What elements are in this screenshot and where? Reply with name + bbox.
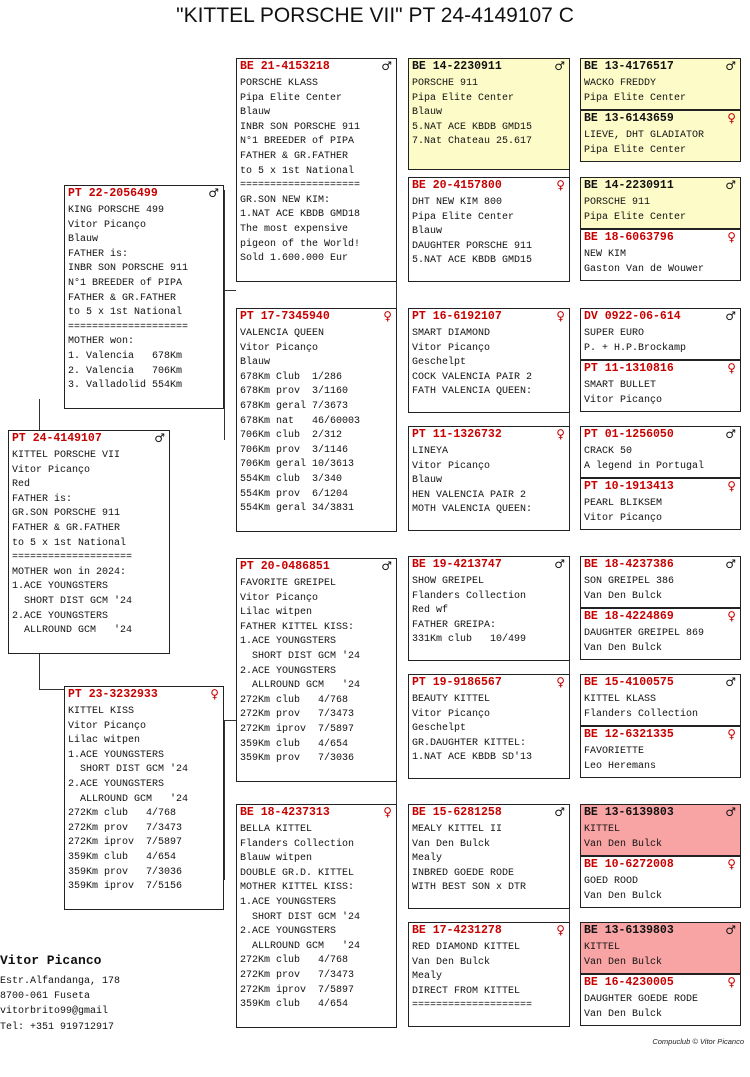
ring-number: PT 22-2056499	[68, 187, 158, 200]
pedigree-line: Geschelpt	[412, 723, 467, 735]
pedigree-line: 272Km club 4/768	[240, 694, 349, 706]
pedigree-line: FATHER & GR.FATHER	[12, 522, 121, 534]
ring-number: BE 17-4231278	[412, 924, 502, 937]
pedigree-line: Van Den Bulck	[584, 642, 663, 654]
pedigree-line: Pipa Elite Center	[584, 144, 687, 156]
pedigree-line: Pipa Elite Center	[240, 92, 343, 104]
pedigree-line: KITTEL KLASS	[584, 694, 657, 705]
pedigree-card-g9	[580, 556, 741, 608]
owner-address-street: Estr.Alfandanga, 178	[0, 976, 121, 987]
female-symbol-icon: ♀	[727, 609, 736, 623]
pedigree-line: 706Km geral 10/3613	[240, 459, 355, 471]
pedigree-line: MEALY KITTEL II	[412, 824, 503, 835]
pedigree-line: Blauw	[240, 357, 271, 369]
pedigree-card-g3	[580, 177, 741, 229]
pedigree-card-dss	[408, 556, 570, 661]
female-symbol-icon: ♀	[556, 178, 565, 192]
pedigree-card-sdd	[408, 426, 570, 531]
pedigree-line: ====================	[68, 321, 189, 333]
female-symbol-icon: ♀	[556, 923, 565, 937]
pedigree-card-g6	[580, 360, 741, 412]
pedigree-line: 678Km nat 46/60003	[240, 415, 361, 427]
pedigree-line: ALLROUND GCM '24	[240, 680, 361, 692]
pedigree-line: 272Km iprov 7/5897	[240, 723, 355, 735]
pedigree-line: GR.SON NEW KIM:	[240, 194, 331, 206]
pedigree-line: WACKO FREDDY	[584, 78, 657, 89]
pedigree-line: DOUBLE GR.D. KITTEL	[240, 867, 355, 879]
pedigree-line: to 5 x 1st National	[12, 537, 127, 549]
male-symbol-icon: ♂	[554, 59, 565, 73]
ring-number: PT 11-1310816	[584, 362, 674, 375]
ring-number: BE 15-4100575	[584, 676, 674, 689]
male-symbol-icon: ♂	[725, 805, 736, 819]
footer-credit: Compuclub © Vitor Picanco	[652, 1037, 744, 1046]
pedigree-line: 554Km prov 6/1204	[240, 488, 349, 500]
pedigree-line: SUPER EURO	[584, 328, 645, 339]
pedigree-line: NEW KIM	[584, 249, 627, 260]
ring-number: PT 10-1913413	[584, 480, 674, 493]
pedigree-card-g8	[580, 478, 741, 530]
pedigree-line: 1.NAT ACE KBDB GMD18	[240, 209, 361, 221]
male-symbol-icon: ♂	[208, 186, 219, 200]
pedigree-line: ====================	[412, 1000, 533, 1012]
page-title: "KITTEL PORSCHE VII" PT 24-4149107 C	[176, 4, 574, 27]
pedigree-line: INBR SON PORSCHE 911	[240, 121, 361, 133]
connector-line	[224, 190, 225, 440]
pedigree-line: Van Den Bulck	[584, 838, 663, 850]
owner-email: vitorbrito99@gmail	[0, 1006, 109, 1018]
pedigree-line: 272Km iprov 7/5897	[240, 984, 355, 996]
male-symbol-icon: ♂	[554, 557, 565, 571]
pedigree-line: Lilac witpen	[68, 735, 141, 747]
pedigree-line: Blauw	[412, 107, 443, 119]
male-symbol-icon: ♂	[725, 557, 736, 571]
pedigree-line: Van Den Bulck	[584, 956, 663, 968]
pedigree-line: FATHER & GR.FATHER	[68, 292, 177, 304]
pedigree-line: INBR SON PORSCHE 911	[68, 263, 189, 275]
ring-number: PT 11-1326732	[412, 428, 502, 441]
connector-line	[39, 399, 40, 431]
ring-number: PT 19-9186567	[412, 676, 502, 689]
pedigree-line: KITTEL KISS	[68, 706, 135, 717]
pedigree-card-g11	[580, 674, 741, 726]
connector-line	[39, 689, 64, 690]
connector-line	[224, 720, 225, 880]
owner-phone: Tel: +351 919712917	[0, 1021, 115, 1033]
pedigree-line: 272Km club 4/768	[240, 955, 349, 967]
connector-line	[224, 290, 236, 291]
pedigree-line: 3. Valladolid 554Km	[68, 380, 183, 392]
pedigree-line: 359Km club 4/654	[240, 738, 349, 750]
ring-number: PT 24-4149107	[12, 432, 102, 445]
pedigree-line: INBRED GOEDE RODE	[412, 867, 515, 879]
pedigree-card-g7	[580, 426, 741, 478]
pedigree-line: WITH BEST SON x DTR	[412, 882, 527, 894]
pedigree-line: Vitor Picanço	[412, 342, 491, 354]
pedigree-line: 2.ACE YOUNGSTERS	[240, 665, 337, 677]
pedigree-card-g14	[580, 856, 741, 908]
pedigree-line: FATHER KITTEL KISS:	[240, 621, 355, 633]
ring-number: BE 16-4230005	[584, 976, 674, 989]
pedigree-line: Flanders Collection	[240, 838, 355, 850]
pedigree-line: BEAUTY KITTEL	[412, 694, 491, 705]
pedigree-line: pigeon of the World!	[240, 238, 361, 250]
ring-number: BE 20-4157800	[412, 179, 502, 192]
pedigree-line: LIEVE, DHT GLADIATOR	[584, 130, 705, 141]
ring-number: BE 13-6139803	[584, 806, 674, 819]
pedigree-line: Red	[12, 479, 31, 491]
pedigree-line: Vitor Picanço	[412, 460, 491, 472]
connector-line	[224, 720, 236, 721]
pedigree-line: 1. Valencia 678Km	[68, 350, 183, 362]
connector-line	[39, 653, 40, 689]
pedigree-line: Vitor Picanço	[412, 708, 491, 720]
pedigree-line: VALENCIA QUEEN	[240, 328, 325, 339]
pedigree-line: Geschelpt	[412, 357, 467, 369]
owner-name: Vitor Picanco	[0, 953, 102, 968]
pedigree-line: P. + H.P.Brockamp	[584, 342, 687, 354]
pedigree-line: FAVORIETTE	[584, 746, 645, 757]
pedigree-card-g12	[580, 726, 741, 778]
pedigree-line: Blauw witpen	[240, 853, 313, 865]
pedigree-line: N°1 BREEDER of PIPA	[68, 277, 183, 289]
pedigree-line: Vitor Picanço	[584, 394, 663, 406]
ring-number: BE 10-6272008	[584, 858, 674, 871]
pedigree-line: 5.NAT ACE KBDB GMD15	[412, 255, 533, 267]
pedigree-line: PORSCHE 911	[412, 78, 479, 89]
pedigree-line: GR.SON PORSCHE 911	[12, 508, 121, 520]
pedigree-line: GOED ROOD	[584, 876, 639, 887]
pedigree-card-sss	[408, 58, 570, 170]
male-symbol-icon: ♂	[725, 923, 736, 937]
pedigree-line: MOTH VALENCIA QUEEN:	[412, 504, 533, 516]
pedigree-line: GR.DAUGHTER KITTEL:	[412, 737, 527, 749]
pedigree-line: Mealy	[412, 971, 443, 983]
pedigree-line: Blauw	[240, 107, 271, 119]
pedigree-line: FATHER is:	[68, 248, 129, 260]
pedigree-line: Vitor Picanço	[12, 464, 91, 476]
male-symbol-icon: ♂	[725, 309, 736, 323]
pedigree-line: N°1 BREEDER of PIPA	[240, 136, 355, 148]
pedigree-line: Van Den Bulck	[584, 890, 663, 902]
pedigree-line: 1.ACE YOUNGSTERS	[240, 896, 337, 908]
pedigree-line: 1.ACE YOUNGSTERS	[68, 749, 165, 761]
pedigree-line: 554Km club 3/340	[240, 473, 343, 485]
pedigree-line: Flanders Collection	[584, 708, 699, 720]
female-symbol-icon: ♀	[727, 857, 736, 871]
pedigree-line: 706Km prov 3/1146	[240, 444, 349, 456]
pedigree-line: SON GREIPEL 386	[584, 576, 675, 587]
male-symbol-icon: ♂	[154, 431, 165, 445]
pedigree-line: DIRECT FROM KITTEL	[412, 985, 521, 997]
male-symbol-icon: ♂	[725, 59, 736, 73]
ring-number: BE 21-4153218	[240, 60, 330, 73]
pedigree-line: Vitor Picanço	[240, 592, 319, 604]
ring-number: BE 13-4176517	[584, 60, 674, 73]
pedigree-line: FATHER is:	[12, 493, 73, 505]
pedigree-line: ====================	[240, 180, 361, 192]
pedigree-line: 2.ACE YOUNGSTERS	[68, 778, 165, 790]
pedigree-line: 2.ACE YOUNGSTERS	[12, 610, 109, 622]
pedigree-card-g1	[580, 58, 741, 110]
ring-number: BE 18-4224869	[584, 610, 674, 623]
pedigree-line: 359Km prov 7/3036	[240, 753, 355, 765]
pedigree-line: to 5 x 1st National	[68, 307, 183, 319]
pedigree-line: KITTEL PORSCHE VII	[12, 450, 121, 461]
pedigree-line: RED DIAMOND KITTEL	[412, 942, 521, 953]
pedigree-line: SHOW GREIPEL	[412, 576, 485, 587]
pedigree-line: MOTHER won:	[68, 336, 135, 348]
pedigree-line: Lilac witpen	[240, 607, 313, 619]
pedigree-line: 1.NAT ACE KBDB SD'13	[412, 752, 533, 764]
pedigree-line: 359Km club 4/654	[68, 851, 177, 863]
pedigree-card-dsd	[408, 674, 570, 779]
pedigree-line: ALLROUND GCM '24	[68, 793, 189, 805]
pedigree-line: Pipa Elite Center	[584, 211, 687, 223]
female-symbol-icon: ♀	[383, 805, 392, 819]
ring-number: BE 19-4213747	[412, 558, 502, 571]
pedigree-line: Pipa Elite Center	[584, 92, 687, 104]
pedigree-line: MOTHER won in 2024:	[12, 566, 127, 578]
pedigree-line: 272Km prov 7/3473	[240, 709, 355, 721]
ring-number: BE 15-6281258	[412, 806, 502, 819]
pedigree-line: DAUGHTER GREIPEL 869	[584, 628, 705, 639]
pedigree-line: Gaston Van de Wouwer	[584, 263, 705, 275]
pedigree-card-ddd	[408, 922, 570, 1027]
pedigree-line: 678Km geral 7/3673	[240, 400, 349, 412]
female-symbol-icon: ♀	[727, 479, 736, 493]
pedigree-line: ====================	[12, 552, 133, 564]
pedigree-card-g4	[580, 229, 741, 281]
ring-number: BE 13-6143659	[584, 112, 674, 125]
female-symbol-icon: ♀	[727, 361, 736, 375]
pedigree-card-g5	[580, 308, 741, 360]
pedigree-line: 678Km prov 3/1160	[240, 386, 349, 398]
pedigree-line: PORSCHE KLASS	[240, 78, 319, 89]
female-symbol-icon: ♀	[727, 111, 736, 125]
pedigree-line: Red wf	[412, 605, 449, 617]
pedigree-line: Blauw	[412, 226, 443, 238]
pedigree-line: Flanders Collection	[412, 590, 527, 602]
pedigree-line: 2. Valencia 706Km	[68, 365, 183, 377]
owner-info	[0, 953, 120, 1035]
pedigree-line: Blauw	[68, 234, 99, 246]
pedigree-line: MOTHER KITTEL KISS:	[240, 882, 355, 894]
ring-number: PT 17-7345940	[240, 310, 330, 323]
female-symbol-icon: ♀	[210, 687, 219, 701]
pedigree-line: 1.ACE YOUNGSTERS	[12, 581, 109, 593]
pedigree-line: 1.ACE YOUNGSTERS	[240, 636, 337, 648]
ring-number: BE 18-4237386	[584, 558, 674, 571]
female-symbol-icon: ♀	[727, 727, 736, 741]
owner-address-city: 8700-061 Fuseta	[0, 991, 91, 1003]
male-symbol-icon: ♂	[381, 559, 392, 573]
pedigree-line: KITTEL	[584, 824, 621, 835]
pedigree-line: SMART BULLET	[584, 380, 657, 391]
pedigree-line: SHORT DIST GCM '24	[68, 764, 189, 776]
pedigree-line: The most expensive	[240, 223, 349, 235]
female-symbol-icon: ♀	[556, 309, 565, 323]
pedigree-line: 359Km prov 7/3036	[68, 866, 183, 878]
pedigree-line: 706Km club 2/312	[240, 430, 343, 442]
ring-number: BE 13-6139803	[584, 924, 674, 937]
pedigree-card-ssd	[408, 177, 570, 282]
pedigree-line: SHORT DIST GCM '24	[240, 650, 361, 662]
pedigree-line: Van Den Bulck	[412, 838, 491, 850]
pedigree-line: 272Km prov 7/3473	[68, 822, 183, 834]
pedigree-line: SHORT DIST GCM '24	[12, 595, 133, 607]
female-symbol-icon: ♀	[727, 975, 736, 989]
pedigree-line: 2.ACE YOUNGSTERS	[240, 926, 337, 938]
pedigree-line: to 5 x 1st National	[240, 165, 355, 177]
pedigree-line: DHT NEW KIM 800	[412, 197, 503, 208]
pedigree-card-g2	[580, 110, 741, 162]
pedigree-line: SMART DIAMOND	[412, 328, 491, 339]
ring-number: PT 01-1256050	[584, 428, 674, 441]
pedigree-line: SHORT DIST GCM '24	[240, 911, 361, 923]
pedigree-line: Van Den Bulck	[584, 590, 663, 602]
male-symbol-icon: ♂	[725, 675, 736, 689]
pedigree-card-sire-sire	[236, 58, 397, 282]
pedigree-line: ALLROUND GCM '24	[12, 625, 133, 637]
pedigree-line: 7.Nat Chateau 25.617	[412, 136, 533, 148]
pedigree-line: COCK VALENCIA PAIR 2	[412, 371, 533, 383]
pedigree-line: Sold 1.600.000 Eur	[240, 253, 349, 265]
pedigree-card-g16	[580, 974, 741, 1026]
pedigree-line: LINEYA	[412, 446, 449, 457]
pedigree-line: Leo Heremans	[584, 760, 657, 772]
pedigree-card-g13	[580, 804, 741, 856]
ring-number: BE 14-2230911	[412, 60, 502, 73]
pedigree-card-dam-sire	[236, 558, 397, 782]
pedigree-card-subject	[8, 430, 170, 654]
ring-number: BE 18-6063796	[584, 231, 674, 244]
ring-number: DV 0922-06-614	[584, 310, 681, 323]
pedigree-line: Mealy	[412, 853, 443, 865]
pedigree-line: HEN VALENCIA PAIR 2	[412, 489, 527, 501]
pedigree-line: 272Km club 4/768	[68, 808, 177, 820]
pedigree-line: FATHER & GR.FATHER	[240, 150, 349, 162]
pedigree-line: DAUGHTER PORSCHE 911	[412, 240, 533, 252]
pedigree-line: 678Km Club 1/286	[240, 371, 343, 383]
female-symbol-icon: ♀	[727, 230, 736, 244]
pedigree-line: Vitor Picanço	[68, 219, 147, 231]
pedigree-line: Pipa Elite Center	[412, 211, 515, 223]
ring-number: PT 16-6192107	[412, 310, 502, 323]
pedigree-line: CRACK 50	[584, 446, 633, 457]
pedigree-line: PORSCHE 911	[584, 197, 651, 208]
ring-number: BE 12-6321335	[584, 728, 674, 741]
ring-number: BE 18-4237313	[240, 806, 330, 819]
pedigree-line: Pipa Elite Center	[412, 92, 515, 104]
female-symbol-icon: ♀	[556, 427, 565, 441]
pedigree-card-sds	[408, 308, 570, 413]
pedigree-line: 272Km prov 7/3473	[240, 969, 355, 981]
male-symbol-icon: ♂	[554, 805, 565, 819]
pedigree-line: KING PORSCHE 499	[68, 205, 165, 216]
pedigree-line: Van Den Bulck	[584, 1008, 663, 1020]
pedigree-card-dds	[408, 804, 570, 909]
pedigree-line: ALLROUND GCM '24	[240, 940, 361, 952]
male-symbol-icon: ♂	[381, 59, 392, 73]
pedigree-line: 359Km club 4/654	[240, 999, 349, 1011]
ring-number: PT 23-3232933	[68, 688, 158, 701]
ring-number: BE 14-2230911	[584, 179, 674, 192]
pedigree-line: Blauw	[412, 475, 443, 487]
pedigree-card-sire-dam	[236, 308, 397, 532]
female-symbol-icon: ♀	[383, 309, 392, 323]
male-symbol-icon: ♂	[725, 178, 736, 192]
pedigree-line: KITTEL	[584, 942, 621, 953]
female-symbol-icon: ♀	[556, 675, 565, 689]
pedigree-line: BELLA KITTEL	[240, 824, 313, 835]
pedigree-card-sire	[64, 185, 224, 409]
pedigree-line: PEARL BLIKSEM	[584, 498, 663, 509]
pedigree-line: Vitor Picanço	[240, 342, 319, 354]
pedigree-line: 5.NAT ACE KBDB GMD15	[412, 121, 533, 133]
pedigree-line: 554Km geral 34/3831	[240, 503, 355, 515]
pedigree-card-g10	[580, 608, 741, 660]
male-symbol-icon: ♂	[725, 427, 736, 441]
pedigree-line: DAUGHTER GOEDE RODE	[584, 994, 699, 1005]
pedigree-line: Vitor Picanço	[68, 720, 147, 732]
pedigree-line: Vitor Picanço	[584, 512, 663, 524]
pedigree-line: FATHER GREIPA:	[412, 619, 497, 631]
pedigree-line: Van Den Bulck	[412, 956, 491, 968]
pedigree-line: FATH VALENCIA QUEEN:	[412, 386, 533, 398]
pedigree-card-dam-dam	[236, 804, 397, 1028]
pedigree-line: 359Km iprov 7/5156	[68, 881, 183, 893]
pedigree-card-dam	[64, 686, 224, 910]
pedigree-line: 331Km club 10/499	[412, 634, 527, 646]
ring-number: PT 20-0486851	[240, 560, 330, 573]
pedigree-card-g15	[580, 922, 741, 974]
pedigree-line: A legend in Portugal	[584, 460, 705, 472]
pedigree-line: 272Km iprov 7/5897	[68, 837, 183, 849]
pedigree-line: FAVORITE GREIPEL	[240, 578, 337, 589]
